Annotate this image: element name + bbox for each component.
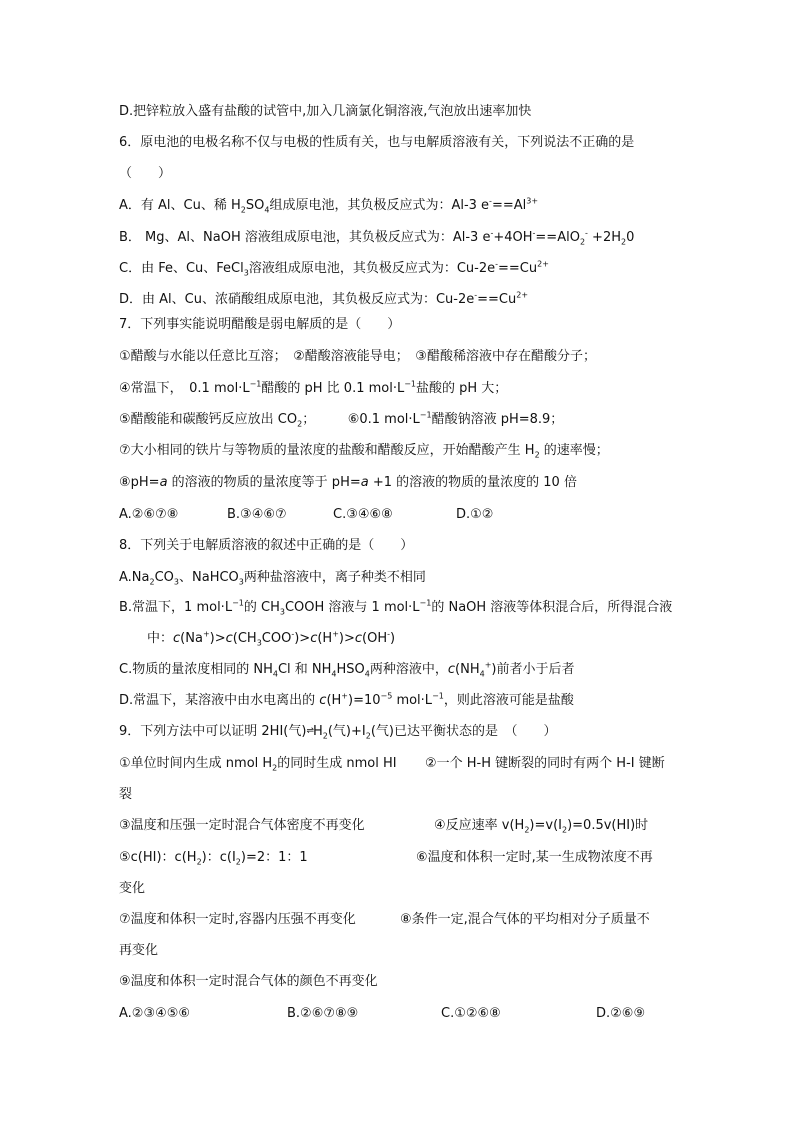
q9-option-b: B.②⑥⑦⑧⑨ (287, 1006, 359, 1021)
q8-option-b: B.常温下，1 $mol\cdot L^{-1}$的 $CH_3COOH$ 溶液与 1 $mol\cdot L^{-1}$的 NaOH 溶液等体积混合后，所得混合液 (119, 598, 673, 617)
q9-option-d: D.②⑥⑨ (596, 1006, 646, 1021)
q8-option-a: $A.Na_2CO_3$、NaHCO$_3$两种盐溶液中，离子种类不相同 (119, 570, 426, 587)
q9-item-6-cont: 变化 (119, 881, 146, 896)
q8-option-c: C.物质的量浓度相同的 $NH_4Cl$ 和 $NH_4HSO_4$两种溶液中，$c(NH_4^+)$前者小于后者 (119, 660, 575, 679)
q6-blank: （ ） (119, 166, 172, 181)
q8-stem: 8．下列关于电解质溶液的叙述中正确的是（ ） (119, 538, 414, 553)
equilibrium-arrow-icon: ⇌ (306, 726, 313, 736)
q9-item-4: ④反应速率 $v(H_2)=v(I_2)=0.5v(HI)$时 (434, 818, 649, 835)
q7-option-c: C.③④⑥⑧ (333, 507, 393, 522)
q7-item-8: ⑧pH=a 的溶液的物质的量浓度等于 pH=a +1 的溶液的物质的量浓度的 10 倍 (119, 475, 577, 490)
q7-item-7: ⑦大小相同的铁片与等物质的量浓度的盐酸和醋酸反应，开始醋酸产生 $H_2$ 的速率慢； (119, 443, 609, 460)
q9-item-8: ⑧条件一定,混合气体的平均相对分子质量不 (400, 912, 650, 927)
q6-option-d: D．由 Al、Cu、浓硝酸组成原电池，其负极反应式为：$Cu-2e^-==Cu^{2+}$ (119, 290, 529, 307)
q9-item-5: ⑤c(HI)：$c(H_2)$：$c(I_2)=2$：1：1 (119, 850, 308, 867)
q9-item-6: ⑥温度和体积一定时,某一生成物浓度不再 (416, 850, 653, 865)
q9-option-c: C.①②⑥⑧ (441, 1006, 501, 1021)
q7-item-4: ④常温下， 0.1 $mol\cdot L^{-1}$醋酸的 pH 比 0.1 $mol\cdot L^{-1}$盐酸的 pH 大； (119, 379, 508, 396)
q7-option-a: A.②⑥⑦⑧ (119, 507, 179, 522)
q9-item-3: ③温度和压强一定时混合气体密度不再变化 (119, 818, 365, 833)
q9-item-1: ①单位时间内生成 nmol $H_2$的同时生成 nmol HI (119, 756, 397, 773)
q6-option-b: B． Mg、Al、NaOH 溶液组成原电池，其负极反应式为：Al-3 $e^-+4OH^-==AlO_2^- +2H_20$ (119, 228, 635, 247)
q7-item-5-6: ⑤醋酸能和碳酸钙反应放出 $CO_2$； ⑥0.1 $mol\cdot L^{-1}$醋酸钠溶液 pH=8.9； (119, 410, 564, 429)
q8-option-b-cont: 中：$c(Na^+)>c(CH_3COO^-)>c(H^+)>c(OH^-)$ (147, 629, 396, 648)
q9-item-8-cont: 再变化 (119, 943, 159, 958)
q9-item-2-cont: 裂 (119, 787, 133, 802)
q7-option-d: D.①② (456, 507, 494, 522)
q5-option-d: D.把锌粒放入盛有盐酸的试管中,加入几滴氯化铜溶液,气泡放出速率加快 (119, 104, 532, 119)
q8-option-d: D.常温下，某溶液中由水电离出的 $c(H^+)=10^{-5}$ $mol\cdot L^{-1}$，则此溶液可能是盐酸 (119, 691, 574, 708)
q7-item-1-3: ①醋酸与水能以任意比互溶； ②醋酸溶液能导电； ③醋酸稀溶液中存在醋酸分子； (119, 349, 596, 364)
q9-item-7: ⑦温度和体积一定时,容器内压强不再变化 (119, 912, 356, 927)
q9-item-9: ⑨温度和体积一定时混合气体的颜色不再变化 (119, 974, 378, 989)
q7-stem: 7．下列事实能说明醋酸是弱电解质的是（ ） (119, 317, 401, 332)
q7-option-b: B.③④⑥⑦ (227, 507, 287, 522)
q6-option-a: A．有 Al、Cu、稀 $H_2SO_4$组成原电池，其负极反应式为：Al-3 $e^-==Al^{3+}$ (119, 196, 539, 215)
q9-item-2: ②一个 H-H 键断裂的同时有两个 H-I 键断 (425, 756, 665, 771)
q9-option-a: A.②③④⑤⑥ (119, 1006, 191, 1021)
q9-stem: 9．下列方法中可以证明 2HI(气)$\rightleftharpoons H_2$(气)$+I_2$(气)已达平衡状态的是 （ ） (119, 724, 557, 741)
q6-option-c: C．由 Fe、Cu、FeCl$_3$溶液组成原电池，其负极反应式为：$Cu-2e^-==Cu^{2+}$ (119, 259, 549, 278)
q6-stem: 6．原电池的电极名称不仅与电极的性质有关，也与电解质溶液有关，下列说法不正确的是 (119, 135, 635, 150)
